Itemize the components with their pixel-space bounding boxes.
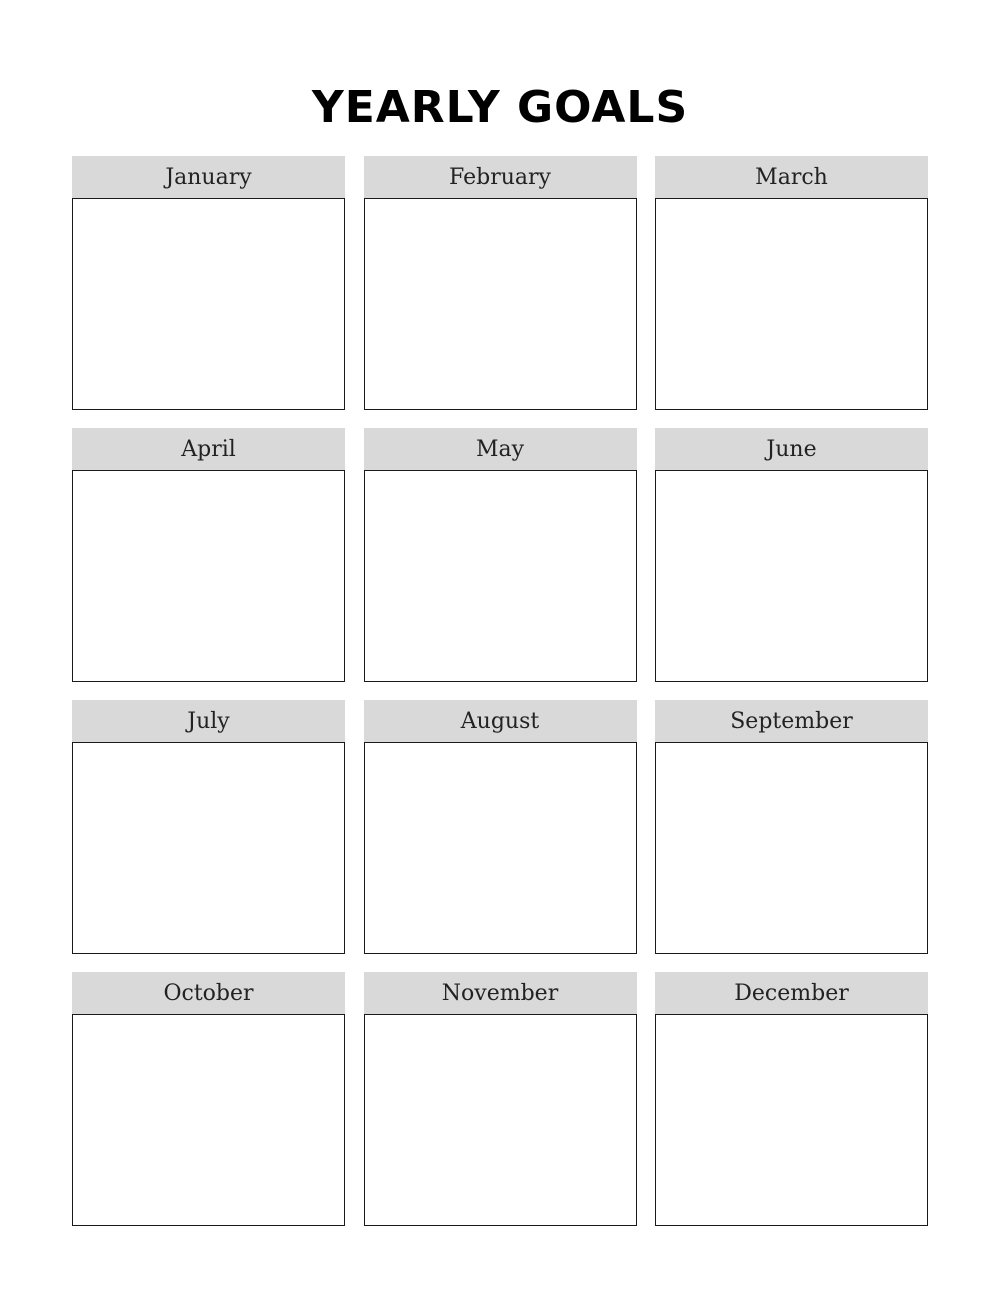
goals-box-may[interactable] <box>364 470 637 682</box>
month-card-december <box>655 972 928 1226</box>
month-header-february: February <box>364 156 637 198</box>
month-header-november: November <box>364 972 637 1014</box>
month-card-may <box>364 428 637 682</box>
month-card-august <box>364 700 637 954</box>
goals-box-march[interactable] <box>655 198 928 410</box>
goals-box-february[interactable] <box>364 198 637 410</box>
month-header-december: December <box>655 972 928 1014</box>
months-grid <box>72 156 928 1226</box>
month-header-august: August <box>364 700 637 742</box>
goals-box-november[interactable] <box>364 1014 637 1226</box>
month-header-may: May <box>364 428 637 470</box>
goals-box-april[interactable] <box>72 470 345 682</box>
month-header-october: October <box>72 972 345 1014</box>
goals-box-june[interactable] <box>655 470 928 682</box>
month-card-april <box>72 428 345 682</box>
goals-box-december[interactable] <box>655 1014 928 1226</box>
month-card-march <box>655 156 928 410</box>
month-card-june <box>655 428 928 682</box>
month-header-january: January <box>72 156 345 198</box>
goals-box-august[interactable] <box>364 742 637 954</box>
page-title: YEARLY GOALS <box>311 82 689 133</box>
month-card-september <box>655 700 928 954</box>
goals-box-july[interactable] <box>72 742 345 954</box>
goals-box-september[interactable] <box>655 742 928 954</box>
month-header-june: June <box>655 428 928 470</box>
month-card-july <box>72 700 345 954</box>
month-header-march: March <box>655 156 928 198</box>
goals-box-october[interactable] <box>72 1014 345 1226</box>
goals-box-january[interactable] <box>72 198 345 410</box>
month-card-november <box>364 972 637 1226</box>
month-header-july: July <box>72 700 345 742</box>
month-header-april: April <box>72 428 345 470</box>
month-card-october <box>72 972 345 1226</box>
month-header-september: September <box>655 700 928 742</box>
month-card-february <box>364 156 637 410</box>
month-card-january <box>72 156 345 410</box>
